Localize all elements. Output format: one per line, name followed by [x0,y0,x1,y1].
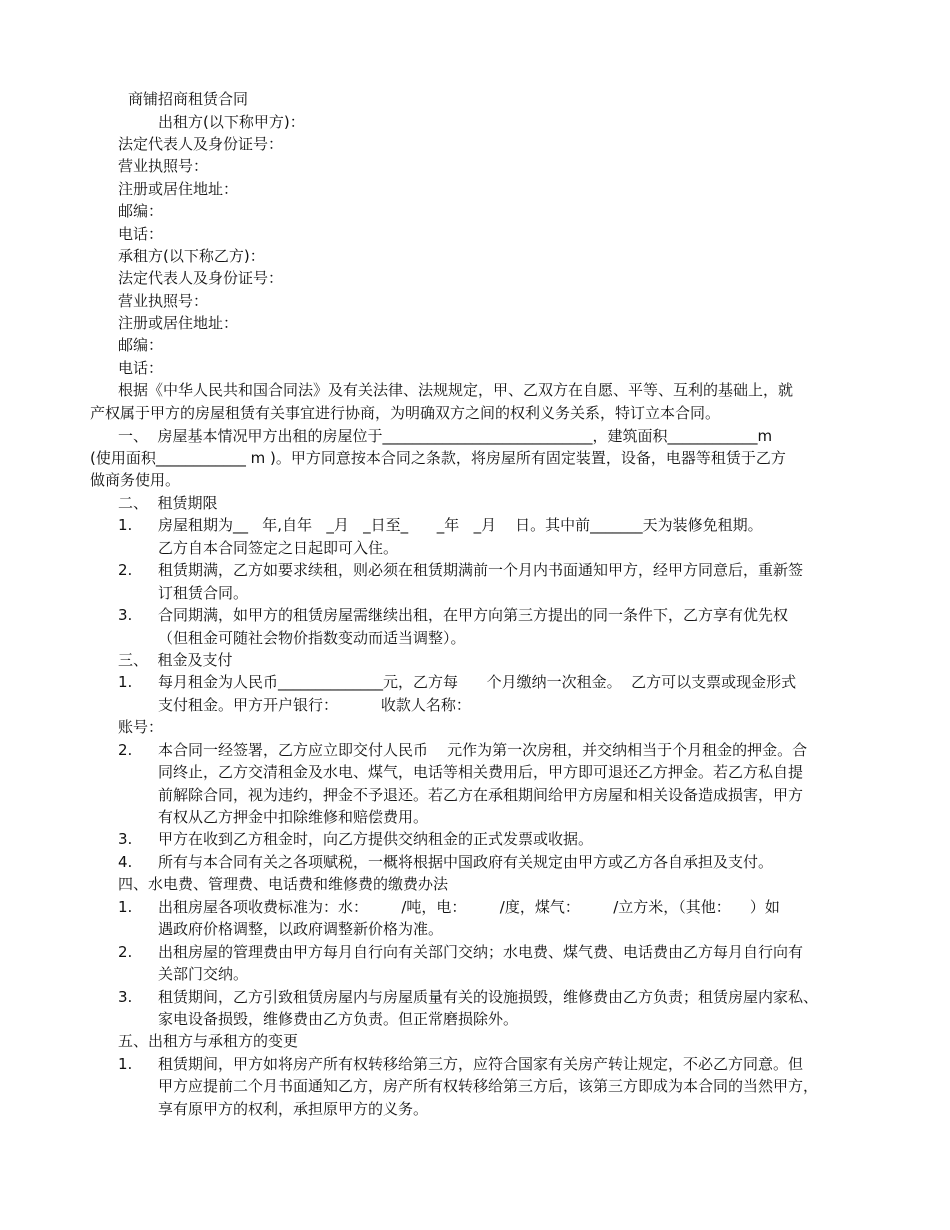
party-b-heading: 承租方(以下称乙方)： [118,247,265,265]
item-number: 3. [118,988,133,1006]
item-number: 3. [118,606,133,624]
clause-line: 甲方应提前二个月书面通知乙方，房产所有权转移给第三方后，该第三方即成为本合同的当然甲方， [158,1077,819,1095]
section2-heading: 二、 租赁期限 [118,494,218,512]
party-a-address: 注册或居住地址： [118,180,239,198]
clause-line: 乙方自本合同签定之日起即可入住。 [158,539,399,557]
section1-line: 一、 房屋基本情况甲方出租的房屋位于____________________________，建筑面积____________m [118,427,773,445]
preamble-line: 根据《中华人民共和国合同法》及有关法律、法规规定，甲、乙双方在自愿、平等、互利的基础上，就 [118,381,794,399]
clause-line: 租赁期间，甲方如将房产所有权转移给第三方，应符合国家有关房产转让规定，不必乙方同意。但 [158,1055,804,1073]
clause-line: 出租房屋各项收费标准为：水： /吨，电： /度，煤气： /立方米，（其他： ）如 [158,898,780,916]
item-number: 2. [118,561,133,579]
section4-heading: 四、水电费、管理费、电话费和维修费的缴费办法 [118,875,449,893]
party-a-heading: 出租方(以下称甲方)： [158,113,305,131]
item-number: 3. [118,830,133,848]
party-b-rep: 法定代表人及身份证号： [118,269,284,287]
party-a-postcode: 邮编： [118,202,164,220]
item-number: 2. [118,943,133,961]
clause-line: 租赁期间，乙方引致租赁房屋内与房屋质量有关的设施损毁，维修费由乙方负责；租赁房屋内家私、 [158,988,819,1006]
item-number: 1. [118,516,133,534]
clause-line: 家电设备损毁，维修费由乙方负责。但正常磨损除外。 [158,1010,519,1028]
clause-line: 支付租金。甲方开户银行： 收款人名称： [158,696,471,714]
clause-line: 合同期满，如甲方的租赁房屋需继续出租，在甲方向第三方提出的同一条件下，乙方享有优先权 [158,606,789,624]
clause-line: （但租金可随社会物价指数变动而适当调整）。 [158,629,466,647]
clause-line: 本合同一经签署，乙方应立即交付人民币 元作为第一次房租，并交纳相当于个月租金的押金。合 [158,741,808,759]
clause-line: 享有原甲方的权利，承担原甲方的义务。 [158,1100,429,1118]
preamble-line: 产权属于甲方的房屋租赁有关事宜进行协商，为明确双方之间的权利义务关系，特订立本合同。 [90,404,721,422]
clause-line: 订租赁合同。 [158,584,249,602]
clause-line: 所有与本合同有关之各项赋税，一概将根据中国政府有关规定由甲方或乙方各自承担及支付。 [158,853,774,871]
clause-line: 租赁期满，乙方如要求续租，则必须在租赁期满前一个月内书面通知甲方，经甲方同意后，重新签 [158,561,804,579]
item-number: 1. [118,1055,133,1073]
document-title: 商铺招商租赁合同 [128,90,249,108]
party-b-phone: 电话： [118,359,164,377]
item-number: 2. [118,741,133,759]
clause-line: 有权从乙方押金中扣除维修和赔偿费用。 [158,808,429,826]
party-a-phone: 电话： [118,225,164,243]
section1-line: 做商务使用。 [90,471,181,489]
account-label: 账号： [118,718,164,736]
section5-heading: 五、出租方与承租方的变更 [118,1032,299,1050]
clause-line: 前解除合同，视为违约，押金不予退还。若乙方在承租期间给甲方房屋和相关设备造成损害，甲方 [158,786,804,804]
clause-line: 关部门交纳。 [158,965,249,983]
item-number: 1. [118,673,133,691]
clause-line: 房屋租期为__ 年,自年 _月 _日至_ _年 _月 日。其中前_______天为装修免租期。 [158,516,763,534]
section3-heading: 三、 租金及支付 [118,651,233,669]
party-b-postcode: 邮编： [118,336,164,354]
item-number: 1. [118,898,133,916]
clause-line: 甲方在收到乙方租金时，向乙方提供交纳租金的正式发票或收据。 [158,830,594,848]
item-number: 4. [118,853,133,871]
party-b-address: 注册或居住地址： [118,314,239,332]
clause-line: 同终止，乙方交清租金及水电、煤气，电话等相关费用后，甲方即可退还乙方押金。若乙方私自提 [158,763,804,781]
party-a-license: 营业执照号： [118,157,209,175]
clause-line: 每月租金为人民币______________元，乙方每 个月缴纳一次租金。 乙方可以支票或现金形式 [158,673,797,691]
section1-line: (使用面积____________ m )。甲方同意按本合同之条款，将房屋所有固定装置，设备，电器等租赁于乙方 [90,449,786,467]
clause-line: 出租房屋的管理费由甲方每月自行向有关部门交纳；水电费、煤气费、电话费由乙方每月自行向有 [158,943,804,961]
party-b-license: 营业执照号： [118,292,209,310]
clause-line: 遇政府价格调整，以政府调整新价格为准。 [158,920,444,938]
party-a-rep: 法定代表人及身份证号： [118,135,284,153]
